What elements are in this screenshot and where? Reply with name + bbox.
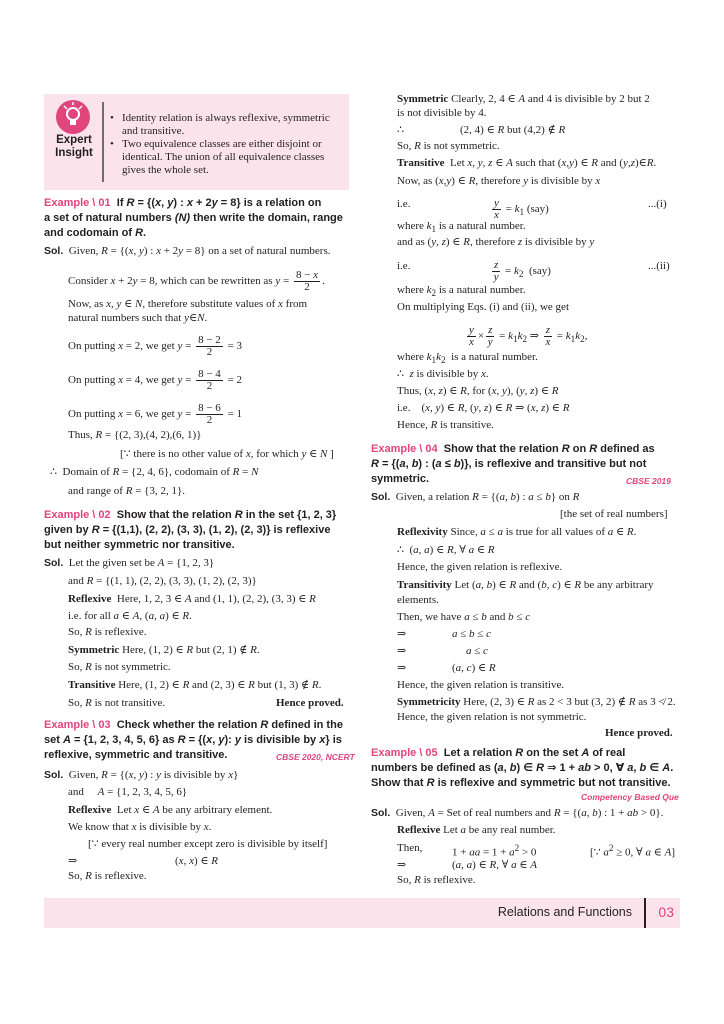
footer-divider [644,898,646,928]
left-text-line: Sol. Let the given set be A = {1, 2, 3} [44,557,215,569]
right-text-line: elements. [397,594,439,606]
left-text-line: We know that x is divisible by x. [68,821,212,833]
right-text-line: Thus, (x, z) ∈ R, for (x, y), (y, z) ∈ R [397,385,559,397]
right-text-line: ...(i) [648,198,667,210]
right-text-line: Reflexivity Since, a ≤ a is true for all values of a ∈ R. [397,526,637,538]
left-text-line: i.e. for all a ∈ A, (a, a) ∈ R. [68,610,192,622]
left-text-line: a set of natural numbers (N) then write the domain, range [44,212,343,224]
left-text-line: [∵ every real number except zero is divisible by itself] [88,838,328,850]
left-text-line: given by R = {(1,1), (2, 2), (3, 3), (1, 2), (2, 3)} is reflexive [44,524,331,536]
chapter-title: Relations and Functions [497,905,632,919]
left-text-line: Sol. Given, R = {(x, y) : y is divisible by x} [44,769,239,781]
right-text-line: R = {(a, b) : (a ≤ b)}, is reflexive and transitive but not [371,458,647,470]
right-text-line: ⇒ [397,859,407,871]
left-text-line: Sol. Given, R = {(x, y) : x + 2y = 8} on a set of natural numbers. [44,245,331,257]
right-text-line: symmetric. [371,473,430,485]
left-text-line: Hence proved. [276,697,344,709]
right-text-line: Transitivity Let (a, b) ∈ R and (b, c) ∈ R be any arbitrary [397,579,654,591]
right-text-line: Hence proved. [605,727,673,739]
right-text-line: a ≤ c [466,645,488,657]
left-text-line: So, R is reflexive. [68,626,147,638]
right-text-line: Hence, the given relation is not symmetric. [397,711,587,723]
right-text-line: Symmetric Clearly, 2, 4 ∈ A and 4 is divisible by 2 but 2 [397,93,650,105]
left-text-line: Consider x + 2y = 8, which can be rewritten as y = $\frac{8 - x}{2}$ . [68,269,325,293]
left-text-line: So, R is not symmetric. [68,661,171,673]
right-text-line: numbers be defined as (a, b) ∈ R ⇒ 1 + ab > 0, ∀ a, b ∈ A. [371,762,674,774]
left-text-line: and A = {1, 2, 3, 4, 5, 6} [68,786,188,798]
right-text-line: ∴ [397,124,404,136]
left-text-line: and range of R = {3, 2, 1}. [68,485,185,497]
right-text-line: Show that R is reflexive and symmetric but not transitive. [371,777,671,789]
insight-bullet-line: Two equivalence classes are either disjoint or [122,138,322,150]
insight-bullet-line: Identity relation is always reflexive, symmetric [122,112,330,124]
left-text-line: Example \ 03 Check whether the relation R defined in the [44,719,343,731]
left-text-line: ∴ Domain of R = {2, 4, 6}, codomain of R = N [50,466,259,478]
left-text-line: Reflexive Here, 1, 2, 3 ∈ A and (1, 1), (2, 2), (3, 3) ∈ R [68,593,316,605]
right-text-line: (a, a) ∈ R, ∀ a ∈ A [452,859,537,871]
right-text-line: ⇒ [397,628,407,640]
right-text-line: (2, 4) ∈ R but (4,2) ∉ R [460,124,566,136]
insight-bullet [110,138,330,177]
insight-label: Expert Insight [55,134,93,159]
page-number: 03 [658,904,674,920]
right-text-line: So, R is reflexive. [397,874,476,886]
insight-bullet [110,112,330,138]
lightbulb-icon [56,100,90,134]
right-text-line: Hence, R is transitive. [397,419,494,431]
right-text-line: Symmetricity Here, (2, 3) ∈ R as 2 < 3 but (3, 2) ∉ R as 3 ≮ 2. [397,696,676,708]
left-text-line: ⇒ [68,855,78,867]
right-text-line: Then, [397,842,423,854]
right-text-line: i.e. (x, y) ∈ R, (y, z) ∈ R ⇒ (x, z) ∈ R [397,402,570,414]
right-text-line: Transitive Let x, y, z ∈ A such that (x,y) ∈ R and (y,z)∈R. [397,157,657,169]
right-text-line: CBSE 2019 [626,476,671,486]
right-text-line: Hence, the given relation is reflexive. [397,561,563,573]
right-text-line: is not divisible by 4. [397,107,487,119]
left-text-line: [∵ there is no other value of x, for which y ∈ N ] [120,448,334,460]
left-text-line: On putting x = 4, we get y = $\frac{8 - 4}{2}$ = 2 [68,368,243,392]
left-text-line: (x, x) ∈ R [175,855,218,867]
left-text-line: On putting x = 6, we get y = $\frac{8 - 6}{2}$ = 1 [68,402,243,426]
left-text-line: natural numbers such that y∈N. [68,312,208,324]
right-text-line: Hence, the given relation is transitive. [397,679,565,691]
right-text-line: $\frac{z}{y}$ = $k_2$ (say) [493,259,551,283]
right-text-line: where $k_1k_2$ is a natural number. [397,351,538,366]
left-text-line: Example \ 02 Show that the relation R in the set {1, 2, 3} [44,509,337,521]
right-text-line: 1 + aa = $1 + a^2 > 0$ [452,843,537,859]
right-text-line: [∵ $a^2 \ge 0$, ∀ a ∈ A] [590,843,675,859]
left-text-line: So, R is reflexive. [68,870,147,882]
expert-insight-box [44,94,349,190]
left-text-line: and codomain of R. [44,227,147,239]
right-text-line: Example \ 05 Let a relation R on the set A of real [371,747,626,759]
right-text-line: i.e. [397,198,411,210]
page-footer [44,898,680,928]
insight-divider [102,102,104,182]
right-text-line: (a, c) ∈ R [452,662,496,674]
bullet-dot-icon: • [110,112,114,124]
right-text-line: Competency Based Que [581,792,679,802]
right-text-line: Sol. Given, A = Set of real numbers and R = {(a, b) : 1 + ab > 0}. [371,807,664,819]
bullet-dot-icon: • [110,138,114,150]
left-text-line: Thus, R = {(2, 3),(4, 2),(6, 1)} [68,429,202,441]
insight-bullet-line: gives the whole set. [122,164,209,176]
left-text-line: CBSE 2020, NCERT [276,752,355,762]
right-text-line: ∴ (a, a) ∈ R, ∀ a ∈ R [397,544,495,556]
left-text-line: On putting x = 2, we get y = $\frac{8 - 2}{2}$ = 3 [68,334,243,358]
right-text-line: ⇒ [397,662,407,674]
right-text-line: On multiplying Eqs. (i) and (ii), we get [397,301,569,313]
left-text-line: reflexive, symmetric and transitive. [44,749,228,761]
insight-bullet-line: and transitive. [122,125,185,137]
left-text-line: Reflexive Let x ∈ A be any arbitrary element. [68,804,273,816]
right-text-line: $\frac{y}{x}$ = $k_1$ (say) [494,197,549,221]
right-text-line: i.e. [397,260,411,272]
left-text-line: and R = {(1, 1), (2, 2), (3, 3), (1, 2), (2, 3)} [68,575,257,587]
left-text-line: but neither symmetric nor transitive. [44,539,235,551]
left-text-line: Example \ 01 If R = {(x, y) : x + 2y = 8} is a relation on [44,197,322,209]
left-text-line: set A = {1, 2, 3, 4, 5, 6} as R = {(x, y): y is divisible by x} is [44,734,342,746]
left-text-line: So, R is not transitive. [68,697,166,709]
left-text-line: Symmetric Here, (1, 2) ∈ R but (2, 1) ∉ R. [68,644,260,656]
insight-bullet-line: identical. The union of all equivalence classes [122,151,325,163]
insight-bullets [110,112,330,177]
right-text-line: ⇒ [397,645,407,657]
right-text-line: $\frac{y}{x}$ × $\frac{z}{y}$ = $k_1k_2$ ⇒ $\frac{z}{x}$ = $k_1k_2$, [469,324,588,348]
right-text-line: a ≤ b ≤ c [452,628,491,640]
right-text-line: ∴ z is divisible by x. [397,368,489,380]
right-text-line: where $k_1$ is a natural number. [397,220,526,235]
left-text-line: Transitive Here, (1, 2) ∈ R and (2, 3) ∈ R but (1, 3) ∉ R. [68,679,322,691]
right-text-line: Sol. Given, a relation R = {(a, b) : a ≤ b} on R [371,491,580,503]
right-text-line: Then, we have a ≤ b and b ≤ c [397,611,531,623]
right-text-line: [the set of real numbers] [560,508,668,520]
right-text-line: where $k_2$ is a natural number. [397,284,526,299]
right-text-line: Now, as (x,y) ∈ R, therefore y is divisible by x [397,175,601,187]
left-text-line: Now, as x, y ∈ N, therefore substitute values of x from [68,298,308,310]
right-text-line: ...(ii) [648,260,670,272]
right-text-line: So, R is not symmetric. [397,140,500,152]
right-text-line: Reflexive Let a be any real number. [397,824,556,836]
right-text-line: Example \ 04 Show that the relation R on R defined as [371,443,655,455]
right-text-line: and as (y, z) ∈ R, therefore z is divisible by y [397,236,595,248]
